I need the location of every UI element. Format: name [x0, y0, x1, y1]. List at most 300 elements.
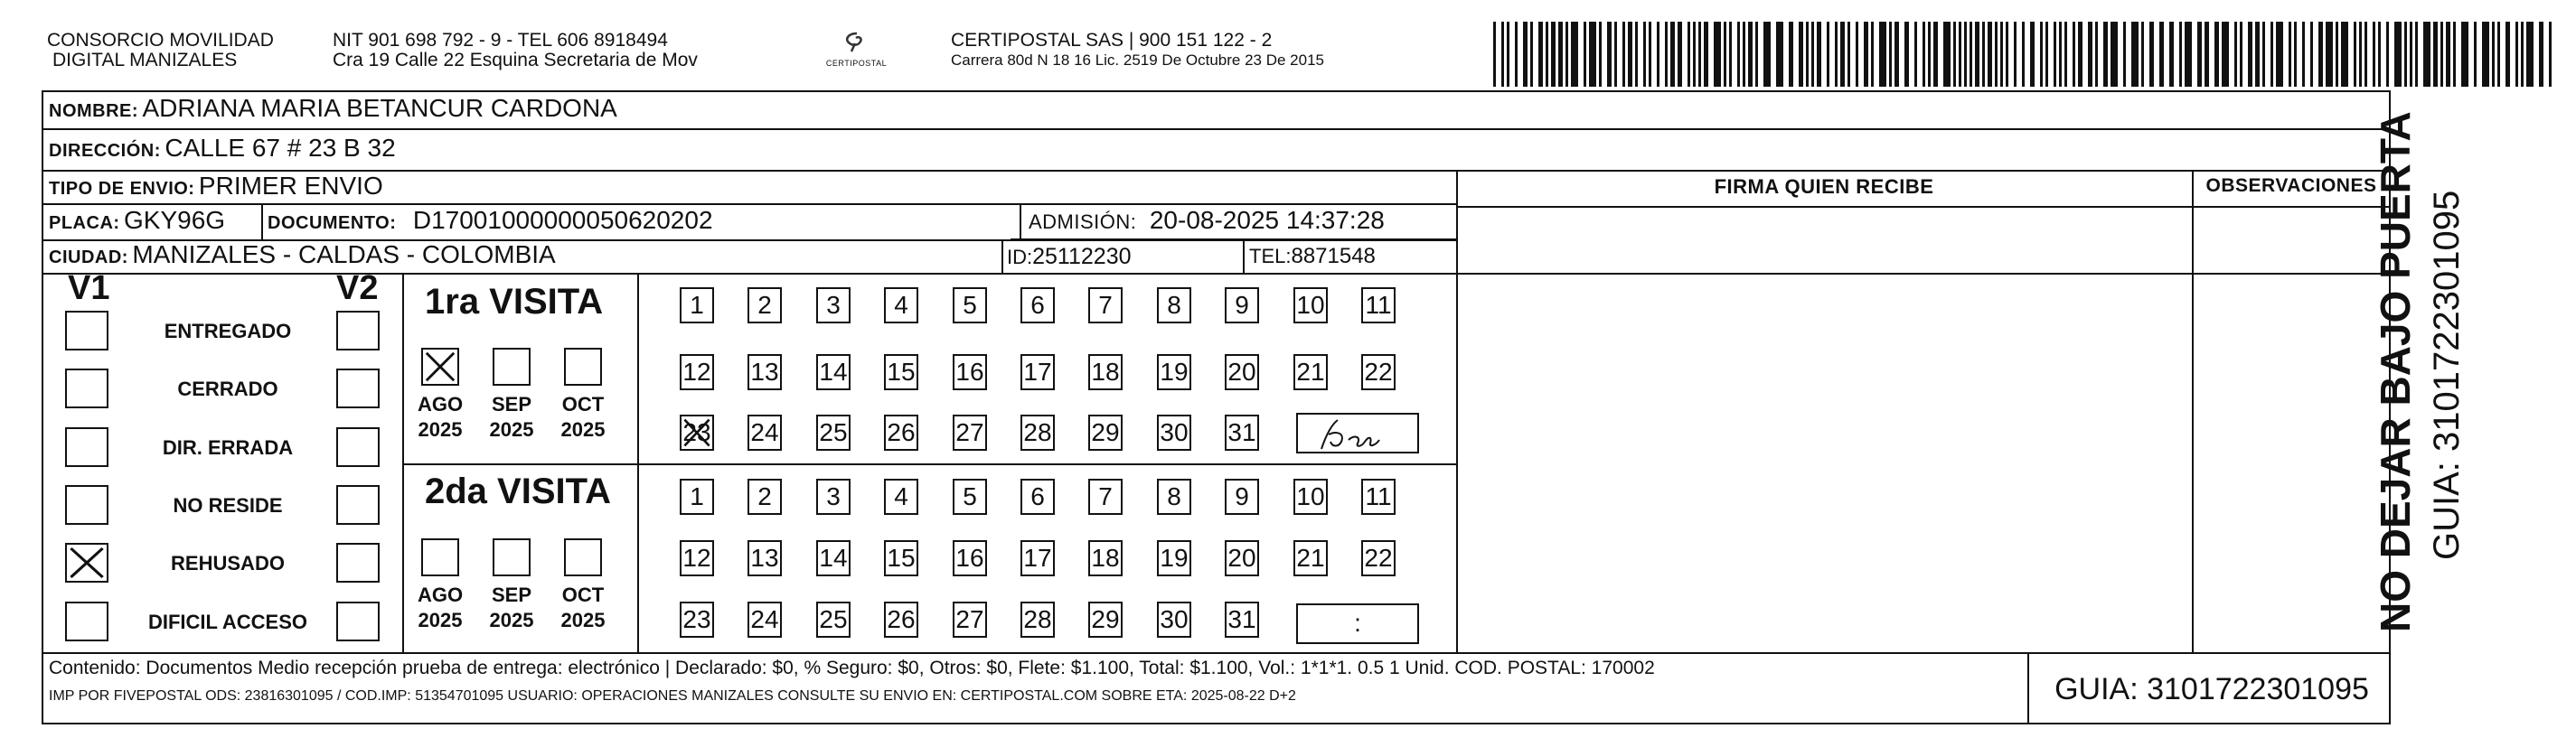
day-checkbox[interactable]	[747, 602, 782, 638]
day-checkbox[interactable]	[1157, 354, 1191, 390]
day-checkbox[interactable]	[816, 602, 851, 638]
barcode-bar	[1530, 22, 1533, 87]
v2-header: V2	[336, 269, 379, 307]
day-checkbox[interactable]	[1361, 540, 1396, 576]
day-checkbox[interactable]	[1088, 540, 1123, 576]
day-number: 30	[1160, 418, 1189, 446]
barcode-bar	[2318, 22, 2323, 87]
barcode-bar	[1546, 22, 1548, 87]
footer-guia-box: GUIA: 3101722301095	[2054, 672, 2369, 706]
day-checkbox[interactable]	[953, 540, 987, 576]
barcode-bar	[2373, 22, 2375, 87]
barcode-bar	[2539, 22, 2543, 87]
day-number: 29	[1091, 605, 1120, 633]
barcode-bar	[2302, 22, 2305, 87]
year-label: 2025	[489, 418, 534, 441]
day-checkbox[interactable]	[1225, 287, 1259, 323]
barcode-bar	[2364, 22, 2367, 87]
barcode-bar	[1799, 22, 1803, 87]
barcode-bar	[2006, 22, 2008, 87]
day-checkbox[interactable]	[1293, 540, 1328, 576]
day-checkbox[interactable]	[1361, 479, 1396, 515]
day-number: 10	[1296, 482, 1325, 510]
month-label: OCT	[561, 584, 605, 606]
day-number: 16	[955, 358, 984, 386]
barcode-bar	[1635, 22, 1638, 87]
day-number: 17	[1023, 358, 1052, 386]
barcode-bar	[1743, 22, 1745, 87]
barcode-bar	[2014, 22, 2017, 87]
v2-checkbox[interactable]	[336, 543, 380, 583]
day-number: 29	[1091, 418, 1120, 446]
day-checkbox[interactable]	[1361, 354, 1396, 390]
barcode-bar	[1558, 22, 1563, 87]
barcode-bar	[1806, 22, 1809, 87]
day-number: 3	[826, 291, 841, 319]
barcode-bar	[1970, 22, 1972, 87]
day-checkbox[interactable]	[680, 479, 714, 515]
certipostal-logo	[813, 31, 899, 80]
day-checkbox[interactable]	[1088, 415, 1123, 451]
consortium-line-2: DIGITAL MANIZALES	[52, 50, 238, 70]
direccion-label: DIRECCIÓN:	[49, 141, 161, 161]
day-checkbox[interactable]	[884, 540, 918, 576]
day-checkbox[interactable]	[1020, 540, 1055, 576]
v2-checkbox[interactable]	[336, 427, 380, 467]
day-checkbox[interactable]	[953, 602, 987, 638]
v2-checkbox[interactable]	[336, 485, 380, 525]
barcode-bar	[1835, 22, 1838, 87]
tipo-envio-row	[49, 172, 383, 201]
day-checkbox[interactable]	[1225, 540, 1259, 576]
barcode-bar	[1589, 22, 1596, 87]
day-checkbox[interactable]	[1157, 540, 1191, 576]
barcode-bar	[2131, 22, 2139, 87]
day-checkbox[interactable]	[1088, 354, 1123, 390]
day-checkbox[interactable]	[1225, 479, 1259, 515]
barcode-bar	[2248, 22, 2252, 87]
day-number: 1	[690, 291, 704, 319]
month-label: AGO	[417, 584, 464, 606]
sender-info	[333, 31, 803, 70]
barcode-bar	[1879, 22, 1886, 87]
month-label: SEP	[491, 584, 532, 606]
barcode-bar	[1914, 22, 1917, 87]
day-number: 9	[1235, 291, 1249, 319]
first-visit-time-box[interactable]	[1296, 413, 1419, 453]
day-number: 24	[750, 605, 779, 633]
barcode-bar	[1904, 22, 1909, 87]
barcode-bar	[1614, 22, 1617, 87]
day-checkbox[interactable]	[884, 354, 918, 390]
admision-value: 20-08-2025 14:37:28	[1149, 206, 1385, 234]
day-checkbox[interactable]	[747, 415, 782, 451]
barcode-bar	[1964, 22, 1967, 87]
barcode-bar	[1714, 22, 1721, 87]
day-number: 13	[750, 544, 779, 572]
barcode-bar	[1704, 22, 1708, 87]
x-mark-icon	[682, 416, 712, 449]
day-checkbox[interactable]	[1225, 602, 1259, 638]
status-option-label: DIR. ERRADA	[162, 436, 294, 459]
barcode-bar	[2141, 22, 2144, 87]
barcode-bar	[2276, 22, 2283, 87]
barcode-bar	[1670, 22, 1675, 87]
day-number: 19	[1160, 358, 1189, 386]
day-number: 23	[682, 418, 711, 446]
barcode-bar	[1811, 22, 1814, 87]
barcode-bar	[2262, 22, 2265, 87]
barcode-bar	[2410, 22, 2412, 87]
barcode-bar	[2054, 22, 2056, 87]
day-number: 9	[1235, 482, 1249, 510]
barcode-bar	[2064, 22, 2067, 87]
day-number: 5	[963, 291, 977, 319]
barcode-bar	[1565, 22, 1568, 87]
day-checkbox[interactable]	[1020, 415, 1055, 451]
barcode-bar	[1928, 22, 1931, 87]
barcode-bar	[2359, 22, 2362, 87]
barcode-bar	[2222, 22, 2229, 87]
id-cell	[1007, 244, 1132, 270]
documento-value: D17001000000050620202	[412, 206, 713, 234]
tipo-envio-label: TIPO DE ENVIO:	[49, 179, 195, 199]
barcode-bar	[2378, 22, 2381, 87]
day-number: 28	[1023, 418, 1052, 446]
barcode-bar	[1776, 22, 1783, 87]
barcode-bar	[2294, 22, 2297, 87]
certipostal-address: Carrera 80d N 18 16 Lic. 2519 De Octubre 23 De 2015	[951, 51, 1324, 69]
month-label: OCT	[561, 393, 605, 416]
year-label: 2025	[418, 418, 463, 441]
second-visit-time-box[interactable]	[1296, 603, 1419, 644]
barcode-bar	[2045, 22, 2048, 87]
barcode-bar	[1923, 22, 1925, 87]
barcode-bar	[1688, 22, 1690, 87]
day-checkbox[interactable]	[1293, 287, 1328, 323]
barcode-bar	[2521, 22, 2524, 87]
day-number: 15	[887, 544, 916, 572]
barcode-bar	[1523, 22, 1528, 87]
barcode-bar	[2103, 22, 2108, 87]
documento-label: DOCUMENTO:	[268, 213, 397, 233]
barcode-bar	[2440, 22, 2443, 87]
day-checkbox[interactable]	[1020, 354, 1055, 390]
month-checkbox[interactable]	[493, 348, 531, 386]
day-number: 24	[750, 418, 779, 446]
day-checkbox[interactable]	[1088, 287, 1123, 323]
day-number: 12	[682, 358, 711, 386]
day-number: 8	[1167, 291, 1181, 319]
day-checkbox[interactable]	[1361, 287, 1396, 323]
day-checkbox[interactable]	[747, 354, 782, 390]
day-number: 6	[1030, 291, 1045, 319]
barcode-bar	[1515, 22, 1518, 87]
day-checkbox[interactable]	[680, 415, 714, 451]
day-checkbox[interactable]	[747, 540, 782, 576]
x-mark-icon	[423, 350, 457, 384]
id-label: ID:	[1007, 246, 1033, 268]
barcode-bar	[1693, 22, 1696, 87]
barcode-bar	[2270, 22, 2273, 87]
barcode-bar	[2088, 22, 2092, 87]
day-number: 17	[1023, 544, 1052, 572]
day-checkbox[interactable]	[747, 287, 782, 323]
second-visit-title: 2da VISITA	[425, 472, 611, 511]
barcode-bar	[2240, 22, 2242, 87]
status-option-label: DIFICIL ACCESO	[147, 611, 307, 633]
id-value: 25112230	[1032, 244, 1132, 269]
v2-checkbox[interactable]	[336, 369, 380, 408]
day-number: 25	[819, 605, 848, 633]
status-option-label: CERRADO	[177, 378, 278, 400]
day-number: 22	[1364, 544, 1393, 572]
barcode-bar	[2169, 22, 2174, 87]
barcode-bar	[2185, 22, 2192, 87]
barcode-bar	[1959, 22, 1961, 87]
barcode-bar	[1584, 22, 1586, 87]
day-checkbox[interactable]	[816, 354, 851, 390]
firma-header	[1456, 175, 2192, 199]
day-number: 12	[682, 544, 711, 572]
barcode-bar	[2526, 22, 2534, 87]
barcode-bar	[2073, 22, 2075, 87]
placa-label: PLACA:	[49, 213, 120, 233]
day-checkbox[interactable]	[1225, 354, 1259, 390]
tel-label: TEL:	[1249, 245, 1292, 267]
v1-header: V1	[68, 269, 110, 307]
barcode-bar	[1657, 22, 1659, 87]
month-checkbox[interactable]	[493, 538, 531, 576]
barcode-bar	[1789, 22, 1793, 87]
v2-checkbox[interactable]	[336, 311, 380, 350]
day-checkbox[interactable]	[680, 354, 714, 390]
barcode-bar	[2310, 22, 2313, 87]
day-checkbox[interactable]	[747, 479, 782, 515]
year-label: 2025	[560, 609, 606, 631]
day-checkbox[interactable]	[816, 540, 851, 576]
certipostal-logo-text: CERTIPOSTAL	[825, 59, 888, 68]
month-checkbox[interactable]	[564, 538, 602, 576]
day-checkbox[interactable]	[953, 354, 987, 390]
certipostal-info	[951, 31, 1493, 70]
day-checkbox[interactable]	[884, 415, 918, 451]
tel-cell	[1249, 244, 1376, 269]
day-number: 18	[1091, 358, 1120, 386]
status-option-label: REHUSADO	[171, 552, 285, 575]
day-number: 31	[1227, 418, 1256, 446]
day-number: 18	[1091, 544, 1120, 572]
day-checkbox[interactable]	[1088, 479, 1123, 515]
day-number: 14	[819, 358, 848, 386]
barcode-bar	[2179, 22, 2182, 87]
day-number: 7	[1098, 291, 1113, 319]
footer-imp: IMP POR FIVEPOSTAL ODS: 23816301095 / COD.IMP: 51354701095 USUARIO: OPERACIONES MANIZALES CONSULTE SU ENVIO EN: CERTIPOSTAL.COM SOBRE ETA: 2025-08-22 D+2	[49, 688, 1296, 704]
barcode-bar	[2095, 22, 2098, 87]
day-checkbox[interactable]	[1157, 287, 1191, 323]
barcode-bar	[1856, 22, 1858, 87]
year-label: 2025	[560, 418, 606, 441]
day-number: 19	[1160, 544, 1189, 572]
nombre-row	[49, 94, 617, 123]
day-number: 4	[894, 291, 908, 319]
barcode-bar	[1817, 22, 1821, 87]
barcode-bar	[1995, 22, 1998, 87]
day-number: 14	[819, 544, 848, 572]
status-option-label: ENTREGADO	[164, 320, 292, 342]
barcode-bar	[1894, 22, 1899, 87]
year-label: 2025	[418, 609, 463, 631]
barcode-bar	[2497, 22, 2500, 87]
barcode-bar	[2289, 22, 2291, 87]
day-checkbox[interactable]	[1293, 354, 1328, 390]
day-checkbox[interactable]	[1020, 479, 1055, 515]
barcode-bar	[2386, 22, 2389, 87]
day-checkbox[interactable]	[884, 479, 918, 515]
barcode-bar	[2505, 22, 2510, 87]
barcode-bar	[2415, 22, 2418, 87]
barcode-bar	[2326, 22, 2333, 87]
barcode-bar	[1871, 22, 1874, 87]
barcode-bar	[1889, 22, 1892, 87]
barcode-bar	[2111, 22, 2118, 87]
day-checkbox[interactable]	[1157, 415, 1191, 451]
day-checkbox[interactable]	[680, 540, 714, 576]
day-number: 27	[955, 605, 984, 633]
day-checkbox[interactable]	[1020, 602, 1055, 638]
day-number: 21	[1296, 358, 1325, 386]
day-number: 11	[1365, 291, 1392, 319]
barcode-bar	[2394, 22, 2402, 87]
barcode-bar	[2433, 22, 2438, 87]
day-checkbox[interactable]	[884, 602, 918, 638]
barcode-bar	[1628, 22, 1632, 87]
barcode-bar	[2030, 22, 2035, 87]
barcode-bar	[1755, 22, 1758, 87]
direccion-value: CALLE 67 # 23 B 32	[165, 134, 396, 162]
day-checkbox[interactable]	[1088, 602, 1123, 638]
barcode-bar	[2549, 22, 2552, 87]
barcode-bar	[1501, 22, 1504, 87]
barcode-bar	[2197, 22, 2202, 87]
side-guia: GUIA: 3101722301095	[2427, 190, 2467, 560]
day-number: 23	[682, 605, 711, 633]
day-number: 15	[887, 358, 916, 386]
barcode-bar	[1678, 22, 1682, 87]
day-number: 10	[1296, 291, 1325, 319]
observaciones-area[interactable]	[2194, 208, 2389, 650]
barcode-bar	[2255, 22, 2260, 87]
barcode-bar	[1840, 22, 1845, 87]
certipostal-logo-icon	[839, 31, 875, 54]
day-number: 3	[826, 482, 841, 510]
day-checkbox[interactable]	[953, 415, 987, 451]
consortium-name	[47, 31, 345, 70]
first-visit-title: 1ra VISITA	[425, 282, 604, 322]
footer-contenido: Contenido: Documentos Medio recepción prueba de entrega: electrónico | Declarado: $0, % Seguro: $0, Otros: $0, Flete: $1.100, Total: $1.100, Vol.: 1*1*1. 0.5 1 Unid. COD. POSTAL: 170002	[49, 658, 1655, 678]
day-checkbox[interactable]	[1157, 479, 1191, 515]
day-checkbox[interactable]	[816, 287, 851, 323]
day-checkbox[interactable]	[816, 479, 851, 515]
day-checkbox[interactable]	[953, 287, 987, 323]
nombre-value: ADRIANA MARIA BETANCUR CARDONA	[142, 94, 617, 122]
day-checkbox[interactable]	[680, 287, 714, 323]
firma-header-text: FIRMA QUIEN RECIBE	[1714, 175, 1934, 198]
barcode-bar	[1943, 22, 1951, 87]
barcode-bar	[2341, 22, 2348, 87]
month-label: AGO	[417, 393, 464, 416]
day-number: 2	[757, 482, 772, 510]
day-checkbox[interactable]	[1293, 479, 1328, 515]
barcode-bar	[2492, 22, 2495, 87]
month-label: SEP	[491, 393, 532, 416]
barcode-bar	[1599, 22, 1602, 87]
day-number: 11	[1365, 482, 1392, 510]
barcode-bar	[1982, 22, 1985, 87]
day-number: 31	[1227, 605, 1256, 633]
time-colon: :	[1354, 609, 1361, 637]
v2-checkbox[interactable]	[336, 602, 380, 641]
barcode-bar	[2336, 22, 2338, 87]
tipo-envio-value: PRIMER ENVIO	[198, 172, 383, 200]
day-number: 25	[819, 418, 848, 446]
day-checkbox[interactable]	[680, 602, 714, 638]
month-checkbox[interactable]	[421, 538, 459, 576]
barcode-bar	[2040, 22, 2043, 87]
side-warning: NO DEJAR BAJO PUERTA	[2372, 111, 2419, 632]
day-checkbox[interactable]	[1225, 415, 1259, 451]
day-number: 26	[887, 605, 916, 633]
ciudad-label: CIUDAD:	[49, 248, 128, 267]
barcode-bar	[1975, 22, 1979, 87]
barcode-bar	[1737, 22, 1740, 87]
day-checkbox[interactable]	[953, 479, 987, 515]
sender-address: Cra 19 Calle 22 Esquina Secretaria de Mov	[333, 50, 698, 70]
day-checkbox[interactable]	[816, 415, 851, 451]
barcode-bar	[1538, 22, 1543, 87]
ciudad-value: MANIZALES - CALDAS - COLOMBIA	[132, 240, 556, 268]
day-number: 20	[1227, 544, 1256, 572]
barcode-bar	[1763, 22, 1771, 87]
day-checkbox[interactable]	[1020, 287, 1055, 323]
admision-label: ADMISIÓN:	[1029, 210, 1137, 233]
barcode-bar	[1507, 22, 1509, 87]
day-number: 16	[955, 544, 984, 572]
barcode-bar	[2461, 22, 2468, 87]
barcode-bar	[1665, 22, 1668, 87]
month-checkbox[interactable]	[564, 348, 602, 386]
barcode-bar	[1493, 22, 1496, 87]
barcode-bar	[1953, 22, 1956, 87]
day-number: 5	[963, 482, 977, 510]
barcode-bar	[1698, 22, 1701, 87]
barcode-bar	[2515, 22, 2518, 87]
observaciones-header	[2192, 175, 2391, 197]
ciudad-cell	[49, 240, 556, 269]
direccion-row	[49, 134, 396, 163]
day-number: 2	[757, 291, 772, 319]
handwritten-time-scribble	[1298, 415, 1421, 455]
day-number: 28	[1023, 605, 1052, 633]
day-number: 26	[887, 418, 916, 446]
day-checkbox[interactable]	[1157, 602, 1191, 638]
firma-area[interactable]	[1458, 208, 2190, 650]
barcode-bar	[1847, 22, 1850, 87]
day-checkbox[interactable]	[884, 287, 918, 323]
month-checkbox[interactable]	[421, 348, 459, 386]
barcode-bar	[1571, 22, 1578, 87]
day-number: 1	[690, 482, 704, 510]
